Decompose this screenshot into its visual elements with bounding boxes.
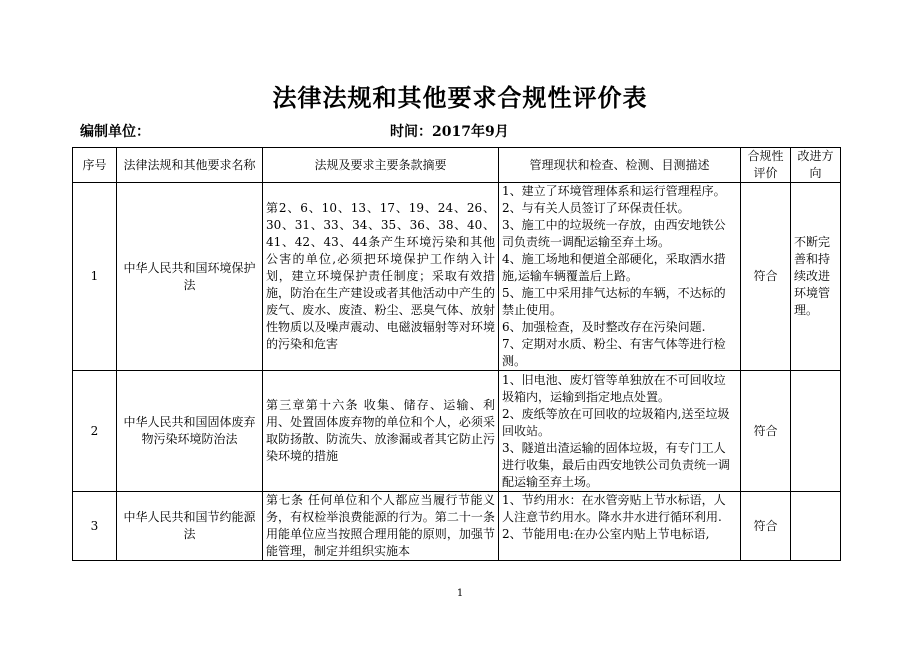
status-item: 7、定期对水质、粉尘、有害气体等进行检测。 [502, 337, 726, 368]
status-item: 1、节约用水：在水管旁贴上节水标语，人人注意节约用水。降水井水进行循环利用. [502, 493, 726, 524]
status-item: 1、旧电池、废灯管等单独放在不可回收垃圾箱内，运输到指定地点处置。 [502, 372, 726, 404]
row-number: 1 [73, 183, 117, 371]
status-item: 4、施工场地和便道全部硬化，采取洒水措施,运输车辆覆盖后上路。 [502, 252, 726, 283]
clause-summary-text: 第七条 任何单位和个人都应当履行节能义务，有权检举浪费能源的行为。第二十一条 用能单位应当按照合理用能的原则，加强节能管理，制定并组织实施本 [266, 493, 495, 558]
header-compliance: 合规性评价 [741, 148, 791, 183]
header-clauses: 法规及要求主要条款摘要 [263, 148, 499, 183]
status-description [499, 183, 741, 371]
status-description [499, 371, 741, 492]
status-list [502, 492, 737, 560]
improvement-direction: 不断完善和持续改进环境管理。 [791, 183, 841, 371]
status-item: 1、建立了环境管理体系和运行管理程序。 [502, 184, 726, 198]
header-improve: 改进方向 [791, 148, 841, 183]
header-no: 序号 [73, 148, 117, 183]
law-name: 中华人民共和国节约能源法 [117, 492, 263, 561]
time-label: 时间：2017年9月 [390, 124, 509, 140]
row-number: 2 [73, 371, 117, 492]
clause-summary [263, 492, 499, 561]
status-item: 2、废纸等放在可回收的垃圾箱内,送至垃圾回收站。 [502, 406, 730, 438]
status-item: 6、加强检查，及时整改存在污染问题. [502, 320, 706, 334]
table-row [73, 492, 841, 561]
header-name: 法律法规和其他要求名称 [117, 148, 263, 183]
improvement-direction [791, 371, 841, 492]
law-name: 中华人民共和国固体废弃物污染环境防治法 [117, 371, 263, 492]
status-item: 2、节能用电:在办公室内贴上节电标语, [502, 527, 710, 541]
status-item: 3、施工中的垃圾统一存放，由西安地铁公司负责统一调配运输至弃土场。 [502, 218, 726, 249]
clause-summary: 第2、6、10、13、17、19、24、26、30、31、33、34、35、36、38、40、41、42、43、44条产生环境污染和其他公害的单位,必须把环境保护工作纳入计划，建立环境保护责任制度；采取有效措施，防治在生产建设或者其他活动中产生的废气、废水、废渣、粉尘、恶臭气体、放射性物质以及噪声震动、电磁波辐射等对环境的污染和危害 [263, 183, 499, 371]
law-name: 中华人民共和国环境保护法 [117, 183, 263, 371]
compiler-label: 编制单位： [80, 124, 150, 140]
page-number: 1 [456, 588, 464, 599]
status-item: 2、与有关人员签订了环保责任状。 [502, 201, 690, 215]
compliance-result: 符合 [741, 371, 791, 492]
status-description [499, 492, 741, 561]
status-item: 5、施工中采用排气达标的车辆，不达标的禁止使用。 [502, 286, 726, 317]
header-row [73, 148, 841, 183]
header-status: 管理现状和检查、检测、目测描述 [499, 148, 741, 183]
row-number: 3 [73, 492, 117, 561]
status-item: 3、隧道出渣运输的固体垃圾，有专门工人进行收集，最后由西安地铁公司负责统一调配运输至弃土场。 [502, 440, 731, 489]
document-title: 法律法规和其他要求合规性评价表 [272, 83, 648, 112]
compliance-result: 符合 [741, 492, 791, 561]
table-row [73, 371, 841, 492]
compliance-table [72, 147, 841, 561]
improvement-direction [791, 492, 841, 561]
clause-summary: 第三章第十六条 收集、储存、运输、利用、处置固体废弃物的单位和个人，必须采取防扬散、防流失、放渗漏或者其它防止污染环境的措施 [263, 371, 499, 492]
table-row [73, 183, 841, 371]
compliance-result: 符合 [741, 183, 791, 371]
